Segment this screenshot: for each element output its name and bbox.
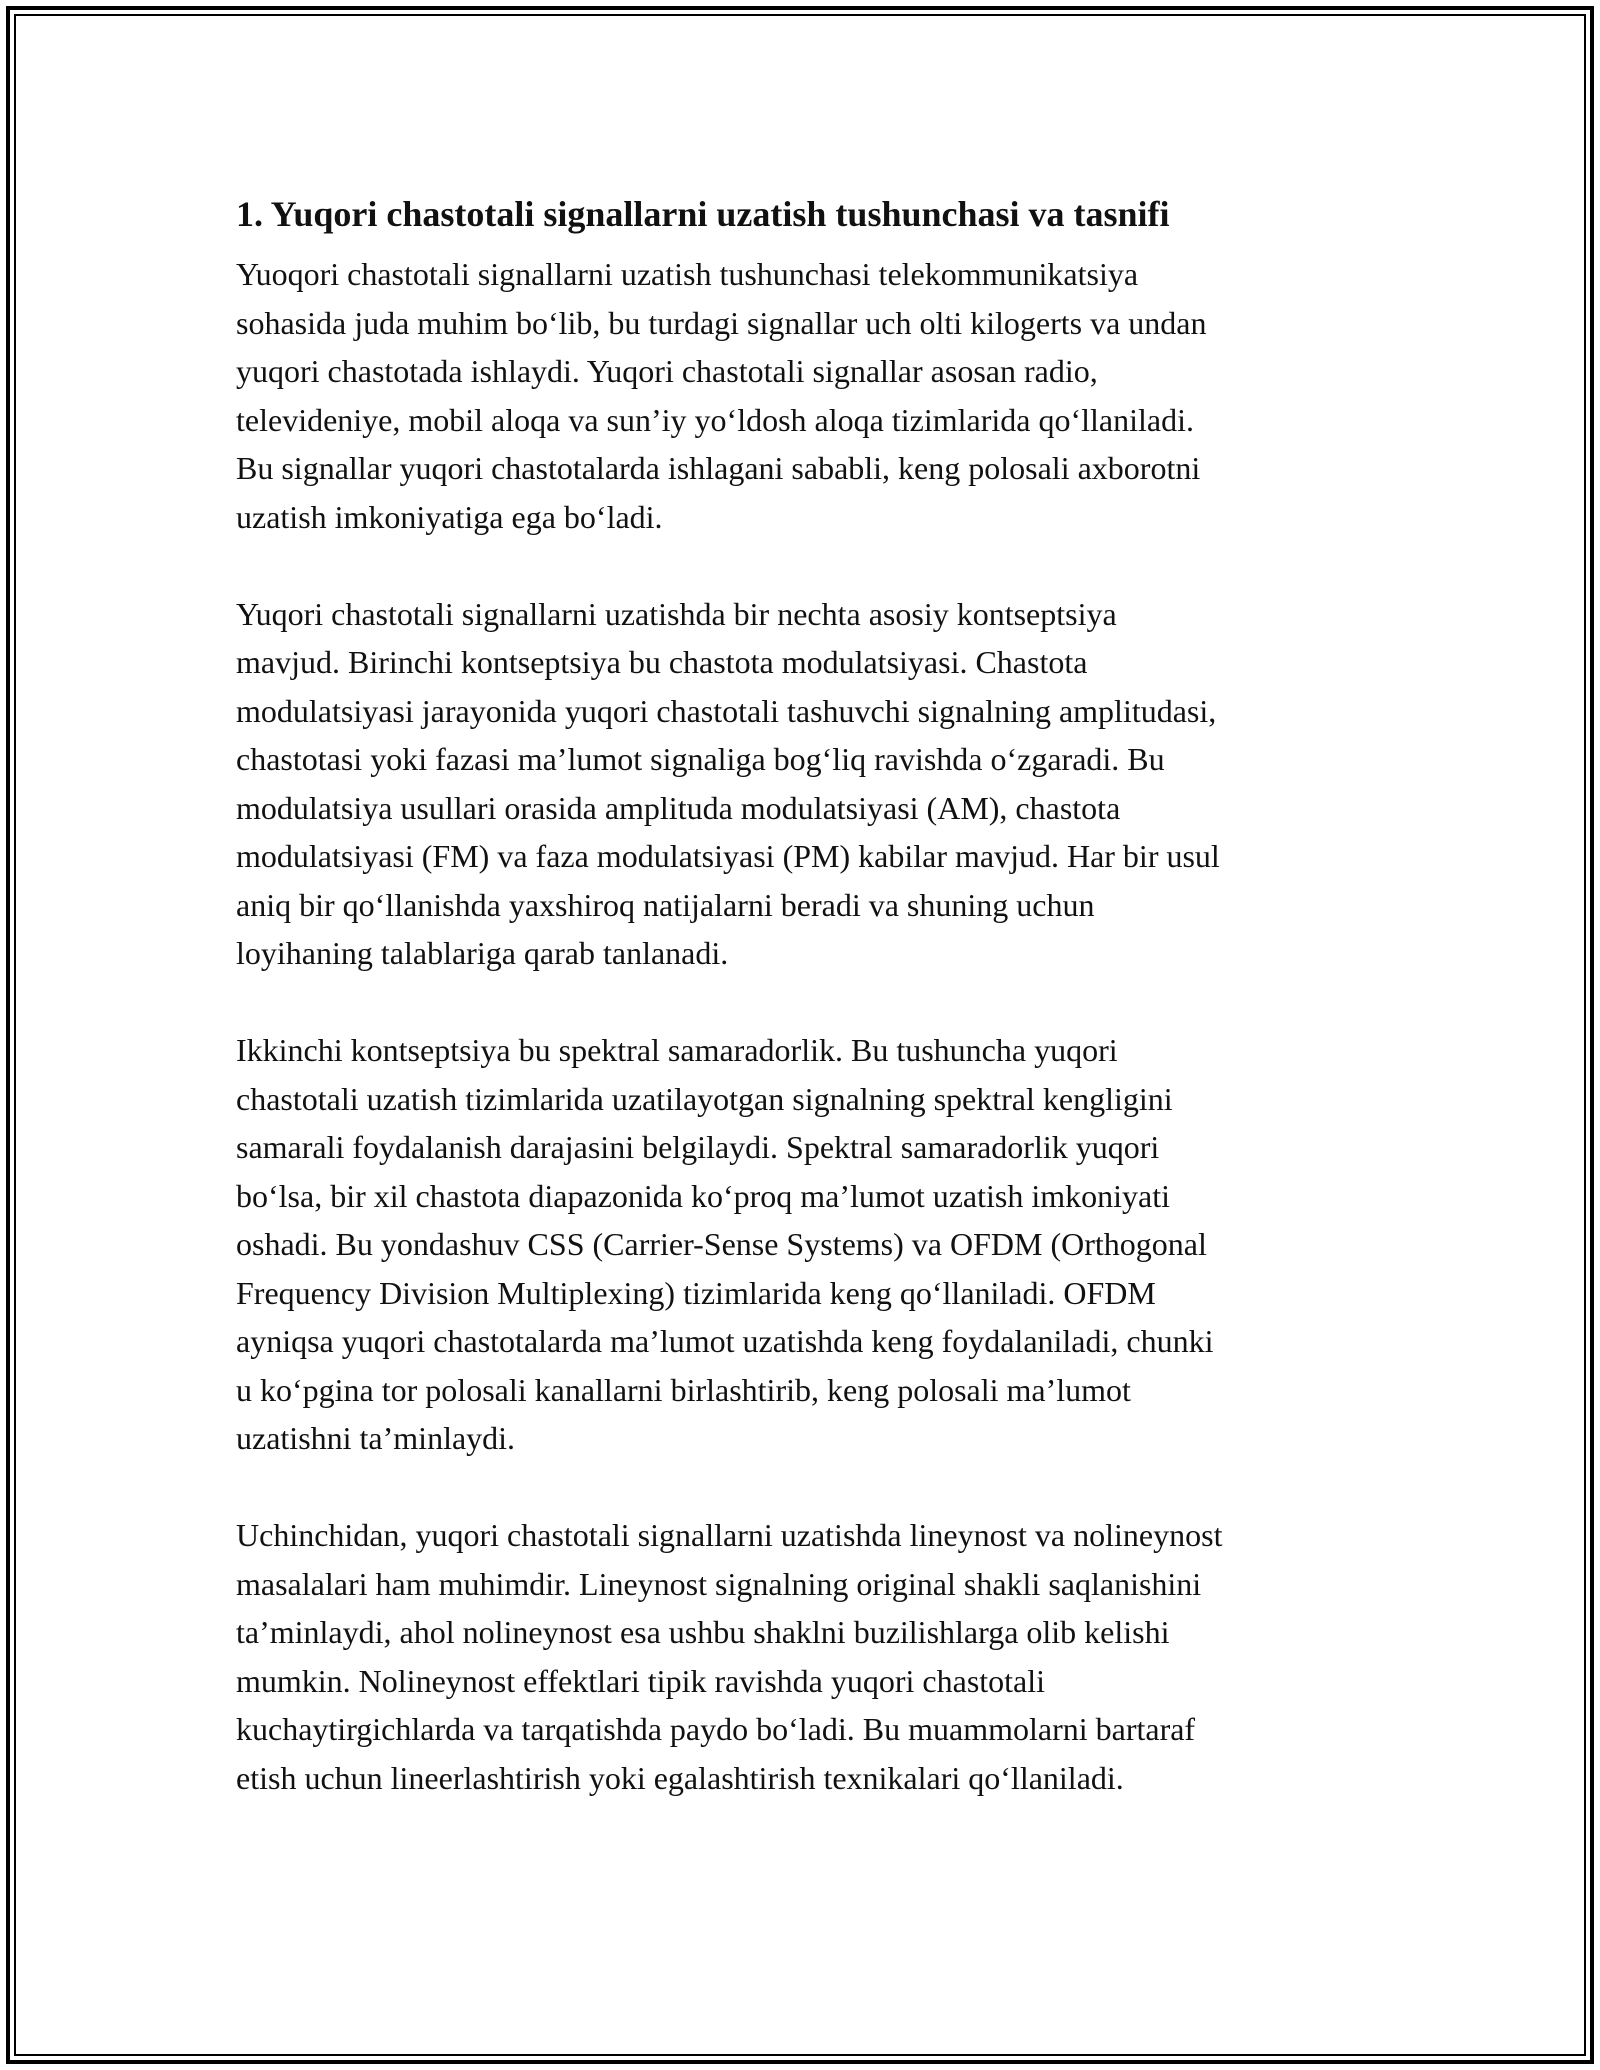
section-heading: 1. Yuqori chastotali signallarni uzatish tushunchasi va tasnifi — [236, 194, 1170, 234]
paragraph-line: televideniye, mobil aloqa va sun’iy yo‘ldosh aloqa tizimlarida qo‘llaniladi. — [236, 401, 1194, 438]
paragraph-line: Frequency Division Multiplexing) tizimlarida keng qo‘llaniladi. OFDM — [236, 1274, 1156, 1311]
paragraph-line: samarali foydalanish darajasini belgilaydi. Spektral samaradorlik yuqori — [236, 1129, 1160, 1165]
paragraph-line: ayniqsa yuqori chastotalarda ma’lumot uzatishda keng foydalaniladi, chunki — [236, 1323, 1214, 1359]
paragraph-line: Yuoqori chastotali signallarni uzatish tushunchasi telekommunikatsiya — [236, 256, 1139, 292]
paragraph-line: modulatsiyasi (FM) va faza modulatsiyasi (PM) kabilar mavjud. Har bir usul — [236, 838, 1220, 874]
paragraph-line: loyihaning talablariga qarab tanlanadi. — [236, 935, 729, 971]
paragraph-3 — [236, 1026, 1366, 1463]
paragraph-line: Bu signallar yuqori chastotalarda ishlagani sababli, keng polosali axborotni — [236, 450, 1201, 486]
paragraph-line: bo‘lsa, bir xil chastota diapazonida ko‘proq ma’lumot uzatish imkoniyati — [236, 1177, 1170, 1214]
paragraph-line: ta’minlaydi, ahol nolineynost esa ushbu shaklni buzilishlarga olib kelishi — [236, 1614, 1170, 1650]
paragraph-line: mumkin. Nolineynost effektlari tipik ravishda yuqori chastotali — [236, 1662, 1046, 1699]
paragraph-line: oshadi. Bu yondashuv CSS (Carrier-Sense Systems) va OFDM (Orthogonal — [236, 1226, 1207, 1262]
paragraph-line: chastotasi yoki fazasi ma’lumot signaliga bog‘liq ravishda o‘zgaradi. Bu — [236, 741, 1165, 777]
paragraph-line: masalalari ham muhimdir. Lineynost signalning original shakli saqlanishini — [236, 1565, 1202, 1602]
paragraph-line: mavjud. Birinchi kontseptsiya bu chastota modulatsiyasi. Chastota — [236, 644, 1088, 680]
paragraph-line: u ko‘pgina tor polosali kanallarni birlashtirib, keng polosali ma’lumot — [236, 1371, 1131, 1408]
paragraph-line: Yuqori chastotali signallarni uzatishda bir nechta asosiy kontseptsiya — [236, 595, 1117, 632]
paragraph-line: chastotali uzatish tizimlarida uzatilayotgan signalning spektral kengligini — [236, 1080, 1173, 1117]
paragraph-line: uzatishni ta’minlaydi. — [236, 1420, 516, 1456]
paragraph-2 — [236, 590, 1366, 978]
document-body — [236, 186, 1366, 1851]
paragraph-line: yuqori chastotada ishlaydi. Yuqori chastotali signallar asosan radio, — [236, 353, 1098, 389]
paragraph-line: modulatsiyasi jarayonida yuqori chastotali tashuvchi signalning amplitudasi, — [236, 692, 1217, 729]
paragraph-1 — [236, 250, 1366, 541]
paragraph-line: modulatsiya usullari orasida amplituda modulatsiyasi (AM), chastota — [236, 789, 1121, 826]
paragraph-line: sohasida juda muhim bo‘lib, bu turdagi signallar uch olti kilogerts va undan — [236, 304, 1207, 341]
paragraph-line: etish uchun lineerlashtirish yoki egalashtirish texnikalari qo‘llaniladi. — [236, 1759, 1124, 1796]
paragraph-line: kuchaytirgichlarda va tarqatishda paydo bo‘ladi. Bu muammolarni bartaraf — [236, 1711, 1196, 1747]
paragraph-line: Ikkinchi kontseptsiya bu spektral samaradorlik. Bu tushuncha yuqori — [236, 1032, 1118, 1068]
paragraph-4 — [236, 1511, 1366, 1802]
paragraph-line: Uchinchidan, yuqori chastotali signallarni uzatishda lineynost va nolineynost — [236, 1517, 1223, 1553]
paragraph-line: uzatish imkoniyatiga ega bo‘ladi. — [236, 498, 663, 535]
paragraph-line: aniq bir qo‘llanishda yaxshiroq natijalarni beradi va shuning uchun — [236, 886, 1095, 923]
